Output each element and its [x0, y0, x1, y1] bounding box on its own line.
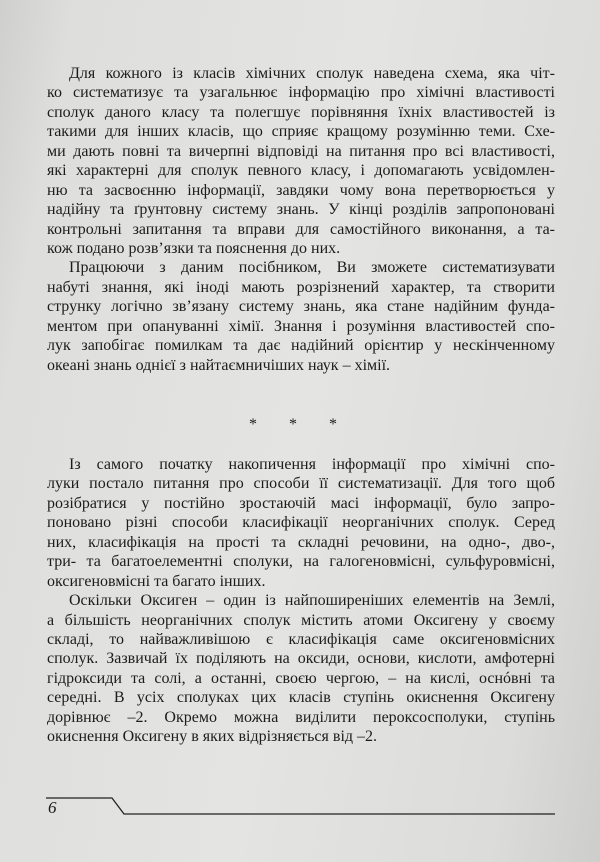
- text-line: оксигеновмісні та багато інших.: [47, 572, 266, 590]
- upper-text-block: [47, 64, 555, 375]
- text-line: Оскільки Оксиген – один із найпоширеніших елементів на Землі,: [69, 592, 555, 610]
- text-line: надійну та ґрунтовну систему знань. У кінці розділів запропоновані: [47, 201, 555, 219]
- text-line: які характерні для сполук певного класу, і допомагають усвідомлен-: [47, 162, 555, 180]
- text-line: кож подано розв’язки та пояснення до них.: [47, 239, 341, 257]
- text-line: ко систематизує та узагальнює інформацію про хімічні властивості: [47, 84, 555, 102]
- text-line: Працюючи з даним посібником, Ви зможете систематизувати: [69, 259, 555, 277]
- text-line: розібратися у постійно зростаючій масі інформації, було запро-: [47, 494, 555, 512]
- text-line: дорівнює –2. Окремо можна виділити пероксосполуки, ступінь: [47, 708, 555, 726]
- text-line: ментом при опануванні хімії. Знання і розуміння властивостей спо-: [47, 317, 555, 335]
- text-line: Для кожного із класів хімічних сполук наведена схема, яка чіт-: [69, 65, 555, 82]
- text-line: контрольні запитання та вправи для самостійного виконання, а та-: [47, 220, 555, 238]
- paragraph: [47, 455, 555, 591]
- text-line: окиснення Оксигену в яких відрізняється від –2.: [47, 728, 378, 746]
- text-line: гідроксиди та солі, а останні, своєю чергою, – на кислі, оснóвні та: [47, 669, 555, 687]
- lower-text-block: [47, 455, 555, 747]
- text-line: ню та засвоєнню інформації, завдяки чому вона перетворюється у: [47, 181, 555, 199]
- text-line: ми дають повні та вичерпні відповіді на питання про всі властивості,: [47, 142, 555, 160]
- text-line: сполук. Зазвичай їх поділяють на оксиди, основи, кислоти, амфотерні: [47, 650, 555, 668]
- text-line: них, класифікація на прості та складні речовини, на одно-, дво-,: [47, 533, 555, 551]
- text-line: набуті знання, які іноді мають розрізнений характер, та створити: [47, 278, 555, 296]
- paragraph: [47, 591, 555, 747]
- text-line: три- та багатоелементні сполуки, на галогеновмісні, сульфуровмісні,: [47, 553, 555, 571]
- text-line: поновано різні способи класифікації неорганічних сполук. Серед: [47, 514, 555, 532]
- text-line: луки постало питання про способи її систематизації. Для того щоб: [47, 475, 555, 493]
- text-line: сполук даного класу та полегшує порівняння їхніх властивостей із: [47, 103, 555, 121]
- section-separator: * * *: [249, 416, 351, 433]
- text-line: океані знань однієї з найтаємничіших наук – хімії.: [47, 356, 391, 374]
- page-number: 6: [48, 798, 57, 817]
- paragraph: [47, 258, 555, 375]
- text-line: складі, то найважливішою є класифікація саме оксигеновмісних: [47, 630, 555, 648]
- footer-rule: [40, 796, 560, 820]
- text-line: струнку логічно зв’язану систему знань, яка стане надійним фунда-: [47, 298, 555, 316]
- paragraph: [47, 64, 555, 258]
- text-line: лук запобігає помилкам та дає надійний орієнтир у нескінченному: [47, 337, 555, 355]
- text-line: середні. В усіх сполуках цих класів ступінь окиснення Оксигену: [47, 689, 555, 707]
- text-line: Із самого початку накопичення інформації про хімічні спо-: [69, 456, 555, 473]
- text-line: а більшість неорганічних сполук містить атоми Оксигену у своєму: [47, 611, 555, 629]
- text-line: такими для інших класів, що сприяє кращому розумінню теми. Схе-: [47, 123, 555, 141]
